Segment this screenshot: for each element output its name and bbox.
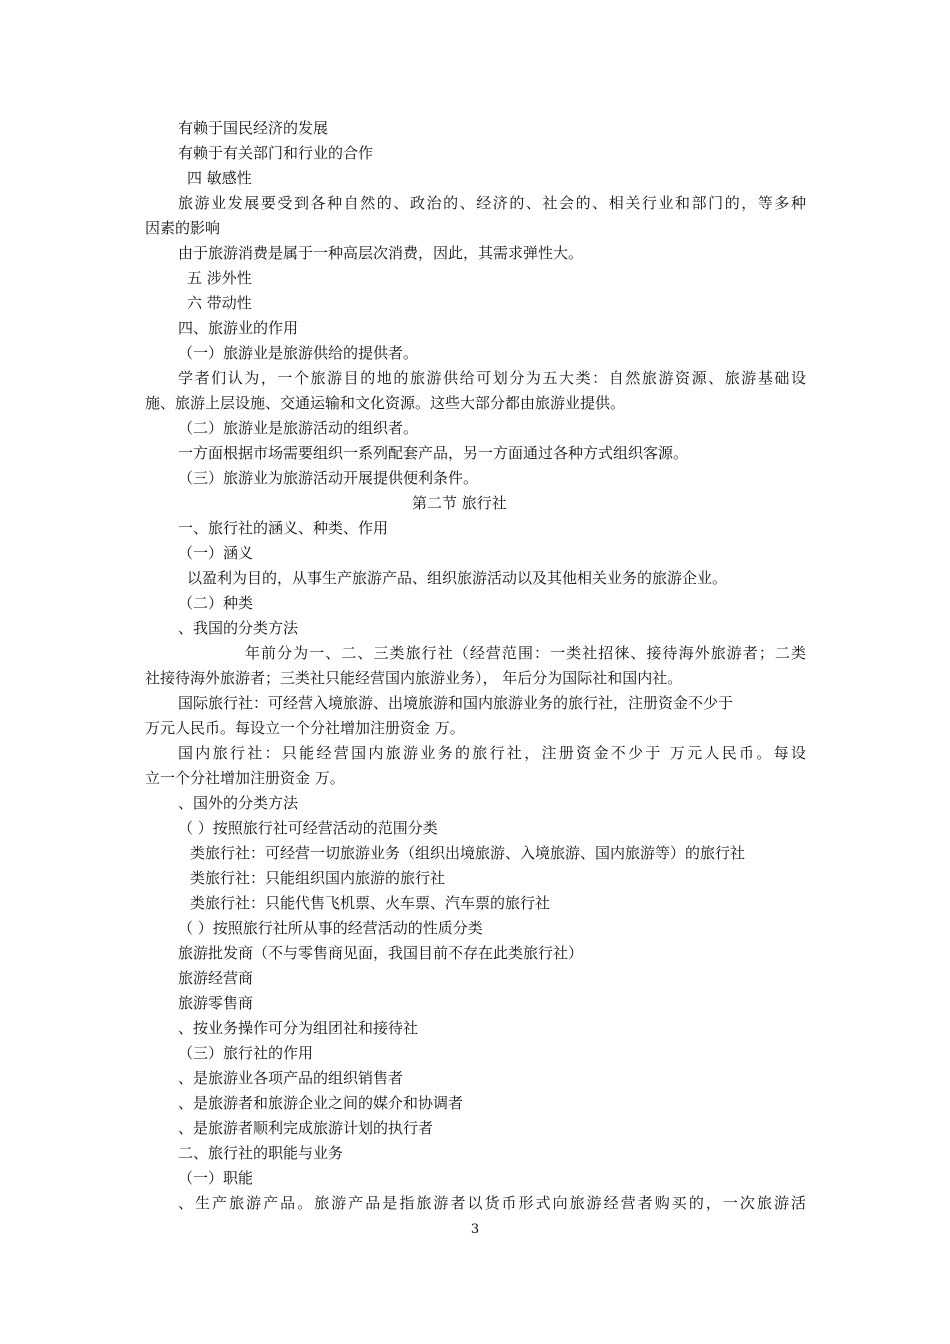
- subsection-heading: （二）种类: [178, 594, 254, 612]
- text-line: 社接待海外旅游者；三类社只能经营国内旅游业务）， 年后分为国际社和国内社。: [145, 669, 683, 687]
- text-line: 施、旅游上层设施、交通运输和文化资源。这些大部分都由旅游业提供。: [145, 394, 626, 412]
- page-number: 3: [470, 1222, 480, 1237]
- text-line: 国际旅行社：可经营入境旅游、出境旅游和国内旅游业务的旅行社，注册资金不少于: [178, 694, 734, 712]
- text-line: 一方面根据市场需要组织一系列配套产品，另一方面通过各种方式组织客源。: [178, 444, 689, 462]
- subsection-heading: （三）旅行社的作用: [178, 1044, 314, 1062]
- text-line: 国内旅行社：只能经营国内旅游业务的旅行社，注册资金不少于 万元人民币。每设: [178, 744, 806, 762]
- text-line: 年前分为一、二、三类旅行社（经营范围：一类社招徕、接待海外旅游者；二类: [245, 644, 806, 662]
- chapter-section-title: 第二节 旅行社: [412, 494, 507, 512]
- section-heading: 二、旅行社的职能与业务: [178, 1144, 344, 1162]
- text-line: （ ）按照旅行社可经营活动的范围分类: [178, 819, 438, 837]
- text-line: 立一个分社增加注册资金 万。: [145, 769, 345, 787]
- text-line: 四 敏感性: [187, 169, 252, 187]
- text-line: 学者们认为，一个旅游目的地的旅游供给可划分为五大类：自然旅游资源、旅游基础设: [178, 369, 806, 387]
- text-line: 由于旅游消费是属于一种高层次消费，因此，其需求弹性大。: [178, 244, 584, 262]
- subsection-heading: （一）旅游业是旅游供给的提供者。: [178, 344, 419, 362]
- text-line: 有赖于国民经济的发展: [178, 119, 329, 137]
- text-line: 旅游批发商（不与零售商见面，我国目前不存在此类旅行社）: [178, 944, 584, 962]
- text-line: 有赖于有关部门和行业的合作: [178, 144, 374, 162]
- subsection-heading: （一）涵义: [178, 544, 254, 562]
- text-line: 、生产旅游产品。旅游产品是指旅游者以货币形式向旅游经营者购买的，一次旅游活: [178, 1194, 806, 1212]
- text-line: 、按业务操作可分为组团社和接待社: [178, 1019, 419, 1037]
- text-line: 、是旅游业各项产品的组织销售者: [178, 1069, 404, 1087]
- text-line: （ ）按照旅行社所从事的经营活动的性质分类: [178, 919, 483, 937]
- text-line: 万元人民币。每设立一个分社增加注册资金 万。: [145, 719, 465, 737]
- text-line: 因素的影响: [145, 219, 221, 237]
- text-line: 旅游零售商: [178, 994, 254, 1012]
- text-line: 以盈利为目的，从事生产旅游产品、组织旅游活动以及其他相关业务的旅游企业。: [187, 569, 728, 587]
- subsection-heading: （二）旅游业是旅游活动的组织者。: [178, 419, 419, 437]
- text-line: 类旅行社：只能组织国内旅游的旅行社: [190, 869, 446, 887]
- subsection-heading: （三）旅游业为旅游活动开展提供便利条件。: [178, 469, 479, 487]
- text-line: 旅游业发展要受到各种自然的、政治的、经济的、社会的、相关行业和部门的，等多种: [178, 194, 806, 212]
- subsection-heading: （一）职能: [178, 1169, 254, 1187]
- section-heading: 一、旅行社的涵义、种类、作用: [178, 519, 389, 537]
- text-line: 、国外的分类方法: [178, 794, 299, 812]
- text-line: 旅游经营商: [178, 969, 254, 987]
- text-line: 类旅行社：只能代售飞机票、火车票、汽车票的旅行社: [190, 894, 551, 912]
- text-line: 、是旅游者顺利完成旅游计划的执行者: [178, 1119, 434, 1137]
- text-line: 六 带动性: [187, 294, 252, 312]
- section-heading: 四、旅游业的作用: [178, 319, 299, 337]
- text-line: 、我国的分类方法: [178, 619, 299, 637]
- text-line: 类旅行社：可经营一切旅游业务（组织出境旅游、入境旅游、国内旅游等）的旅行社: [190, 844, 746, 862]
- text-line: 、是旅游者和旅游企业之间的媒介和协调者: [178, 1094, 464, 1112]
- text-line: 五 涉外性: [187, 269, 252, 287]
